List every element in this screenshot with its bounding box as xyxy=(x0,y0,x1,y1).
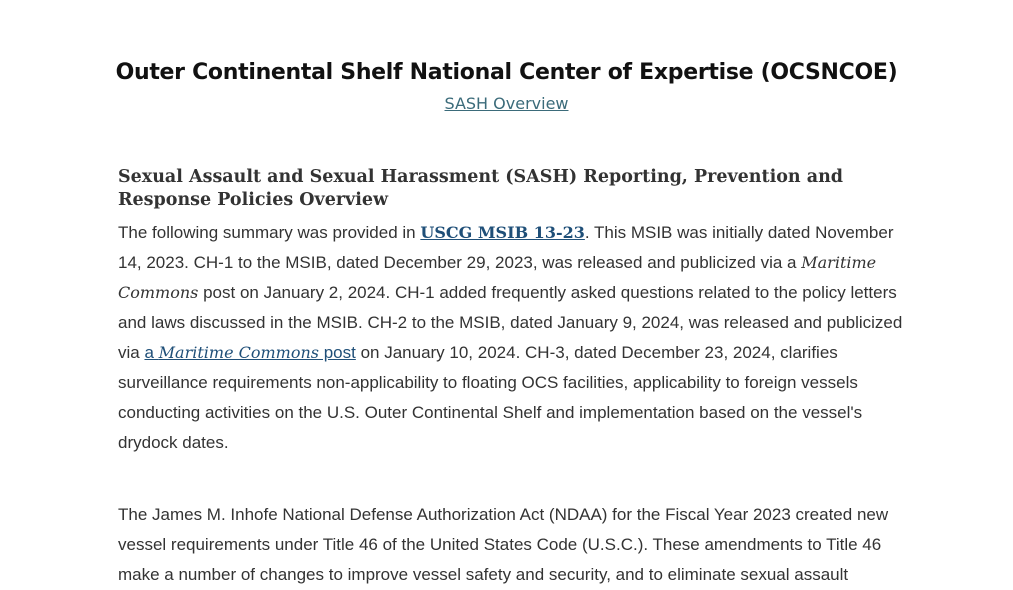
summary-text-2: . This MSIB was initially dated November 14, 2023. CH-1 to the MSIB, dated December 29, 2023, was released and publicized via a xyxy=(118,223,894,272)
sash-overview-link[interactable]: SASH Overview xyxy=(444,94,569,113)
summary-text-3: post on January 2, 2024. CH-1 added frequently asked questions related to the policy letters and laws discussed in the MSIB. CH-2 to the MSIB, dated January 9, 2024, was released and publicized via xyxy=(118,283,903,362)
main-content xyxy=(118,166,908,590)
link-italic: Maritime Commons xyxy=(158,343,319,362)
ndaa-paragraph: The James M. Inhofe National Defense Authorization Act (NDAA) for the Fiscal Year 2023 created new vessel requirements under Title 46 of the United States Code (U.S.C.). These amendments to Title 46 make a number of changes to improve vessel safety and security, and to eliminate sexual assault xyxy=(118,505,889,584)
maritime-commons-italic: Maritime Commons xyxy=(118,253,877,302)
summary-text-4: on January 10, 2024. CH-3, dated December 23, 2024, clarifies surveillance requirements non-applicability to floating OCS facilities, applicability to foreign vessels conducting activities on the U.S. Outer Continental Shelf and implementation based on the vessel's drydock dates. xyxy=(118,343,863,452)
link-prefix: a xyxy=(144,343,159,362)
summary-text-1: The following summary was provided in xyxy=(118,223,421,242)
section-heading: Sexual Assault and Sexual Harassment (SASH) Reporting, Prevention and Response Policies Overview xyxy=(118,167,844,210)
subtitle-link-container xyxy=(0,94,1013,114)
uscg-msib-link[interactable]: USCG MSIB 13-23 xyxy=(420,223,585,242)
maritime-commons-post-link[interactable] xyxy=(144,343,355,362)
summary-paragraph xyxy=(118,218,908,458)
page-title: Outer Continental Shelf National Center of Expertise (OCSNCOE) xyxy=(115,60,898,85)
link-suffix: post xyxy=(318,343,356,362)
